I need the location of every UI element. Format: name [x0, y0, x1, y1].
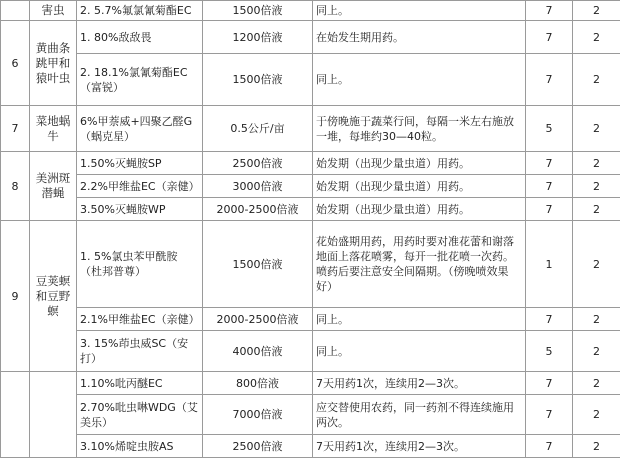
table-row	[1, 435, 620, 458]
times-cell: 2	[573, 54, 620, 106]
times-cell: 2	[573, 21, 620, 54]
times-cell: 2	[573, 198, 620, 221]
times-cell: 2	[573, 175, 620, 198]
method-cell: 始发期（出现少量虫道）用药。	[313, 152, 526, 175]
pest-cell: 黄曲条跳甲和猿叶虫	[30, 21, 77, 106]
table-row	[1, 106, 620, 152]
pest-cell: 菜地蜗牛	[30, 106, 77, 152]
agent-cell: 3.10%烯啶虫胺AS	[77, 435, 203, 458]
method-cell: 同上。	[313, 1, 526, 21]
table-row	[1, 21, 620, 54]
dose-cell: 2000-2500倍液	[203, 198, 313, 221]
agent-cell: 3.50%灭蝇胺WP	[77, 198, 203, 221]
method-cell: 同上。	[313, 54, 526, 106]
interval-cell: 7	[526, 198, 573, 221]
table-row	[1, 1, 620, 21]
dose-cell: 0.5公斤/亩	[203, 106, 313, 152]
times-cell: 2	[573, 106, 620, 152]
interval-cell: 7	[526, 54, 573, 106]
pest-cell: 美洲斑潜蝇	[30, 152, 77, 221]
row-number-cell: 7	[1, 106, 30, 152]
table-row	[1, 308, 620, 331]
interval-cell: 5	[526, 106, 573, 152]
agent-cell: 2.1%甲维盐EC（亲健）	[77, 308, 203, 331]
interval-cell: 7	[526, 175, 573, 198]
interval-cell: 1	[526, 221, 573, 308]
table-row	[1, 331, 620, 372]
agent-cell: 1. 80%敌敌畏	[77, 21, 203, 54]
row-number-cell	[1, 1, 30, 21]
agent-cell: 6%甲萘威+四聚乙醛G（蜗克星）	[77, 106, 203, 152]
pest-cell: 害虫	[30, 1, 77, 21]
times-cell: 2	[573, 395, 620, 435]
dose-cell: 2500倍液	[203, 152, 313, 175]
agent-cell: 3. 15%茚虫威SC（安打）	[77, 331, 203, 372]
agent-cell: 2.2%甲维盐EC（亲健）	[77, 175, 203, 198]
agent-cell: 1.50%灭蝇胺SP	[77, 152, 203, 175]
dose-cell: 2500倍液	[203, 435, 313, 458]
dose-cell: 1200倍液	[203, 21, 313, 54]
method-cell: 同上。	[313, 308, 526, 331]
interval-cell: 7	[526, 21, 573, 54]
method-cell: 7天用药1次，连续用2—3次。	[313, 435, 526, 458]
table-row	[1, 395, 620, 435]
interval-cell: 7	[526, 308, 573, 331]
dose-cell: 7000倍液	[203, 395, 313, 435]
agent-cell: 1. 5%氯虫苯甲酰胺（杜邦普尊）	[77, 221, 203, 308]
times-cell: 2	[573, 435, 620, 458]
interval-cell: 7	[526, 372, 573, 395]
dose-cell: 1500倍液	[203, 54, 313, 106]
pest-cell	[30, 372, 77, 458]
agent-cell: 2. 5.7%氟氯氰菊酯EC	[77, 1, 203, 21]
agent-cell: 2.70%吡虫啉WDG（艾美乐）	[77, 395, 203, 435]
method-cell: 于傍晚施于蔬菜行间，每隔一米左右施放一堆，每堆约30—40粒。	[313, 106, 526, 152]
times-cell: 2	[573, 331, 620, 372]
row-number-cell: 6	[1, 21, 30, 106]
dose-cell: 800倍液	[203, 372, 313, 395]
interval-cell: 7	[526, 1, 573, 21]
times-cell: 2	[573, 372, 620, 395]
interval-cell: 7	[526, 152, 573, 175]
row-number-cell	[1, 372, 30, 458]
table-row	[1, 54, 620, 106]
pest-cell: 豆荚螟和豆野螟	[30, 221, 77, 372]
dose-cell: 2000-2500倍液	[203, 308, 313, 331]
table-row	[1, 372, 620, 395]
times-cell: 2	[573, 1, 620, 21]
dose-cell: 3000倍液	[203, 175, 313, 198]
dose-cell: 1500倍液	[203, 221, 313, 308]
times-cell: 2	[573, 221, 620, 308]
method-cell: 在始发生期用药。	[313, 21, 526, 54]
times-cell: 2	[573, 308, 620, 331]
method-cell: 始发期（出现少量虫道）用药。	[313, 198, 526, 221]
table-row	[1, 198, 620, 221]
interval-cell: 7	[526, 395, 573, 435]
method-cell: 同上。	[313, 331, 526, 372]
agent-cell: 1.10%吡丙醚EC	[77, 372, 203, 395]
table-row	[1, 175, 620, 198]
times-cell: 2	[573, 152, 620, 175]
method-cell: 始发期（出现少量虫道）用药。	[313, 175, 526, 198]
agent-cell: 2. 18.1%氯氰菊酯EC（富锐）	[77, 54, 203, 106]
interval-cell: 5	[526, 331, 573, 372]
table-row	[1, 221, 620, 308]
interval-cell: 7	[526, 435, 573, 458]
method-cell: 7天用药1次，连续用2—3次。	[313, 372, 526, 395]
row-number-cell: 8	[1, 152, 30, 221]
method-cell: 花始盛期用药，用药时要对准花蕾和谢落地面上落花喷雾，每开一批花喷一次药。喷药后要注意安全间隔期。（傍晚喷效果好）	[313, 221, 526, 308]
method-cell: 应交替使用农药，同一药剂不得连续施用两次。	[313, 395, 526, 435]
dose-cell: 4000倍液	[203, 331, 313, 372]
row-number-cell: 9	[1, 221, 30, 372]
dose-cell: 1500倍液	[203, 1, 313, 21]
table-row	[1, 152, 620, 175]
